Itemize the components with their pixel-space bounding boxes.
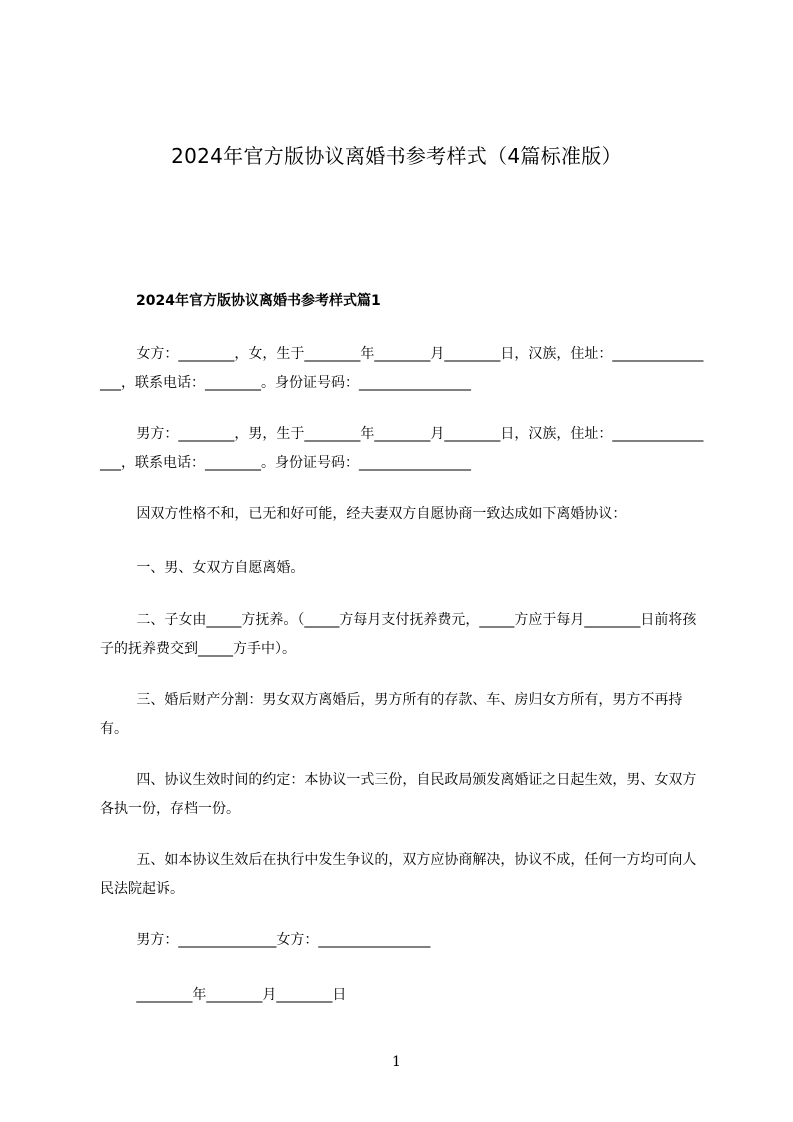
page-number: 1	[392, 1054, 401, 1070]
paragraph-date: ________年________月________日	[136, 987, 347, 1003]
paragraph-clause-3: 三、婚后财产分割：男女双方离婚后，男方所有的存款、车、房归女方所有，男方不再持有。	[100, 692, 683, 737]
paragraph-clause-5: 五、如本协议生效后在执行中发生争议的，双方应协商解决，协议不成，任何一方均可向人民法院起诉。	[100, 852, 697, 897]
section-title: 2024年官方版协议离婚书参考样式篇1	[136, 293, 381, 309]
paragraph-clause-1: 一、男、女双方自愿离婚。	[136, 560, 305, 576]
paragraph-clause-4: 四、协议生效时间的约定：本协议一式三份，自民政局颁发离婚证之日起生效，男、女双方各执一份，存档一份。	[100, 772, 697, 817]
paragraph-clause-2: 二、子女由_____方抚养。（_____方每月支付抚养费元，_____方应于每月________日前将孩子的抚养费交到_____方手中）。	[100, 612, 697, 657]
paragraph-intro: 因双方性格不和，已无和好可能，经夫妻双方自愿协商一致达成如下离婚协议：	[136, 506, 627, 522]
paragraph-female-party: 女方：________，女，生于________年________月________日，汉族，住址：________________，联系电话：________。身份证号码：________________	[100, 346, 704, 391]
paragraph-male-party: 男方：________，男，生于________年________月________日，汉族，住址：________________，联系电话：________。身份证号码：________________	[100, 426, 704, 471]
document-title: 2024年官方版协议离婚书参考样式（4篇标准版）	[171, 144, 622, 168]
paragraph-signatures: 男方：______________女方：________________	[136, 932, 431, 948]
